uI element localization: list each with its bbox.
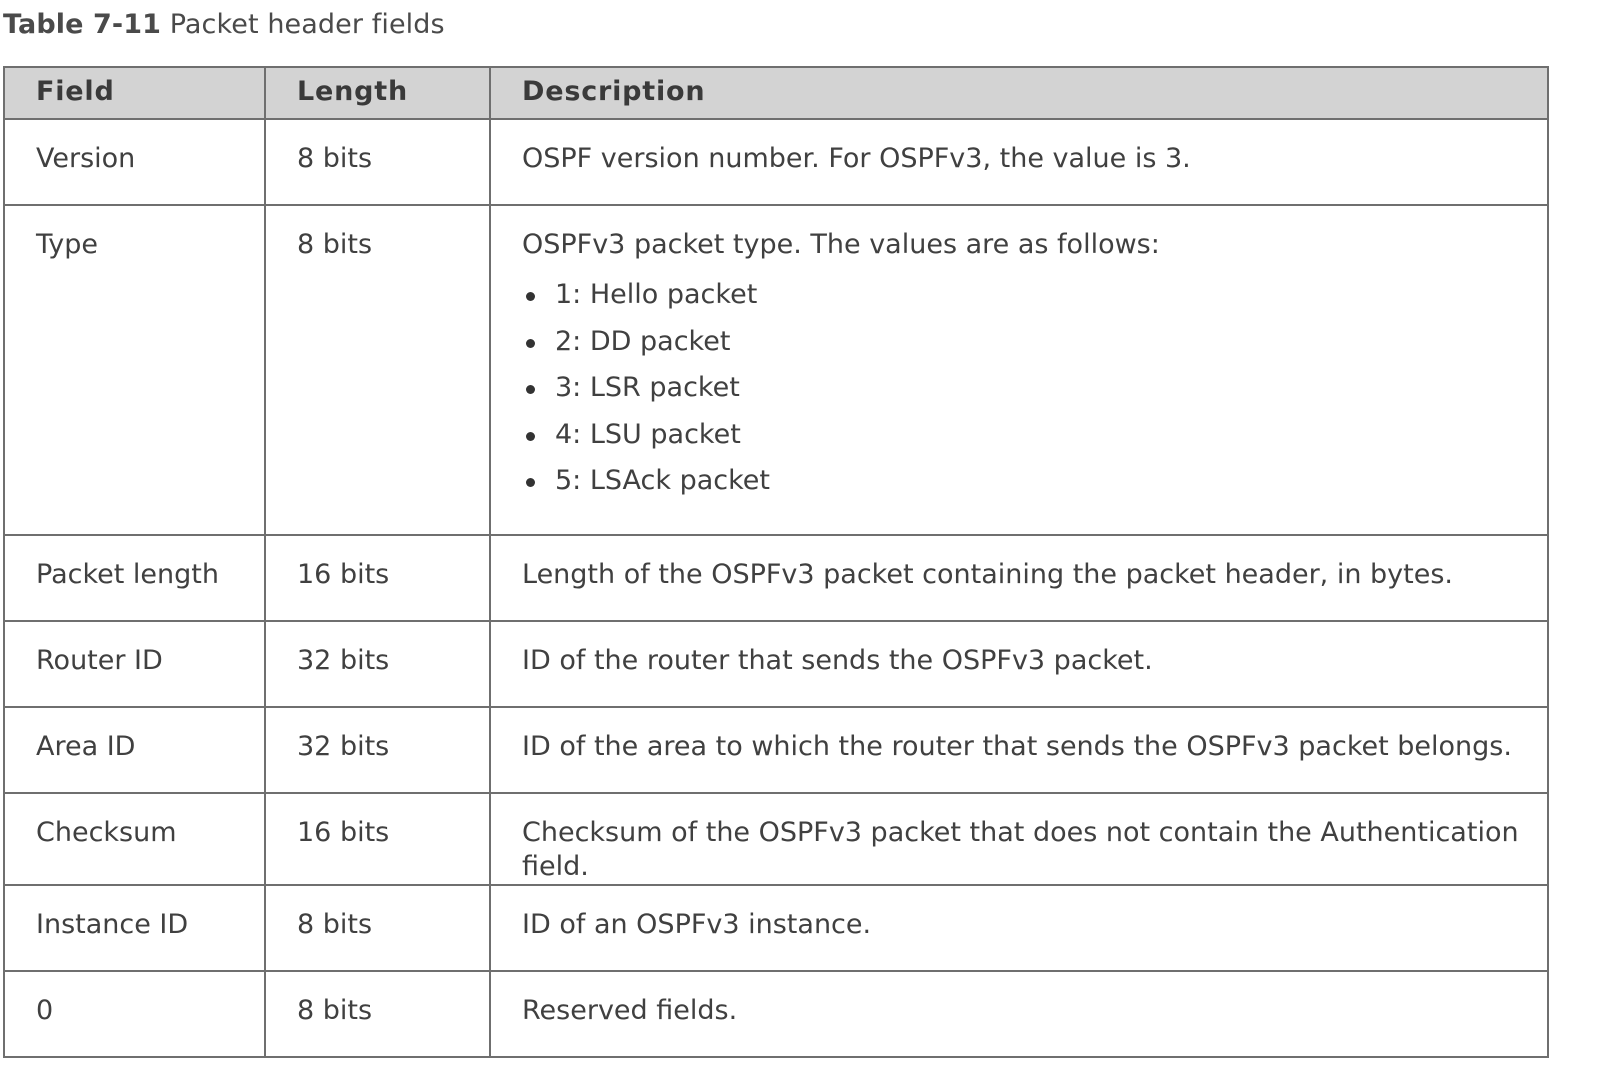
field-cell: Router ID: [4, 621, 265, 707]
column-header-length: Length: [265, 67, 490, 119]
table-number: Table 7-11: [3, 9, 162, 40]
table-row: [4, 535, 1548, 621]
description-cell: [490, 205, 1548, 535]
length-cell: 8 bits: [265, 971, 490, 1057]
field-cell: Instance ID: [4, 885, 265, 971]
table-row: [4, 971, 1548, 1057]
description-intro: OSPFv3 packet type. The values are as follows:: [522, 229, 1160, 260]
table-row: [4, 793, 1548, 885]
column-header-field: Field: [4, 67, 265, 119]
field-cell: Checksum: [4, 793, 265, 885]
description-cell: ID of an OSPFv3 instance.: [490, 885, 1548, 971]
field-cell: Area ID: [4, 707, 265, 793]
table-header-row: [4, 67, 1548, 119]
description-cell: OSPF version number. For OSPFv3, the value is 3.: [490, 119, 1548, 205]
length-cell: 8 bits: [265, 119, 490, 205]
description-cell: Length of the OSPFv3 packet containing the packet header, in bytes.: [490, 535, 1548, 621]
description-cell: ID of the router that sends the OSPFv3 packet.: [490, 621, 1548, 707]
table-caption: [3, 9, 445, 40]
table-row: [4, 707, 1548, 793]
length-cell: 8 bits: [265, 205, 490, 535]
list-item: 3: LSR packet: [522, 371, 1547, 418]
table-title: Packet header fields: [169, 9, 445, 40]
table-row: [4, 885, 1548, 971]
length-cell: 32 bits: [265, 707, 490, 793]
packet-header-fields-table: [3, 66, 1549, 1058]
list-item: 4: LSU packet: [522, 418, 1547, 465]
length-cell: 8 bits: [265, 885, 490, 971]
list-item: 1: Hello packet: [522, 278, 1547, 325]
description-cell: ID of the area to which the router that sends the OSPFv3 packet belongs.: [490, 707, 1548, 793]
description-cell: Checksum of the OSPFv3 packet that does not contain the Authentication field.: [490, 793, 1548, 885]
table-row: [4, 205, 1548, 535]
table-row: [4, 621, 1548, 707]
length-cell: 16 bits: [265, 793, 490, 885]
table-row: [4, 119, 1548, 205]
packet-type-list: [522, 278, 1547, 511]
field-cell: 0: [4, 971, 265, 1057]
length-cell: 32 bits: [265, 621, 490, 707]
description-cell: Reserved fields.: [490, 971, 1548, 1057]
field-cell: Type: [4, 205, 265, 535]
list-item: 5: LSAck packet: [522, 464, 1547, 511]
column-header-description: Description: [490, 67, 1548, 119]
length-cell: 16 bits: [265, 535, 490, 621]
field-cell: Packet length: [4, 535, 265, 621]
field-cell: Version: [4, 119, 265, 205]
list-item: 2: DD packet: [522, 325, 1547, 372]
